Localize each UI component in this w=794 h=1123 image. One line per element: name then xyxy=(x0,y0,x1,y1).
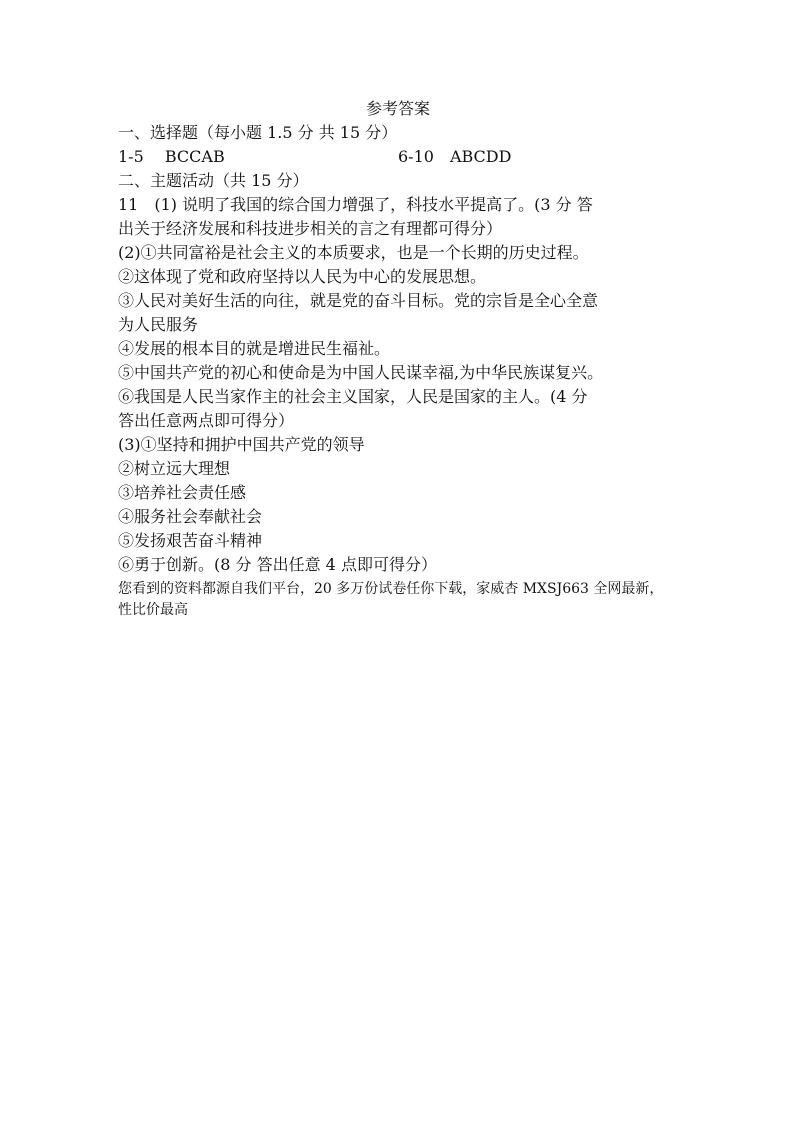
q11-part3-block xyxy=(118,433,698,577)
answer-line: ②这体现了党和政府坚持以人民为中心的发展思想。 xyxy=(118,267,487,286)
answer-line: ⑥勇于创新。(8 分 答出任意 4 点即可得分） xyxy=(118,555,437,574)
section-2-heading: 二、主题活动（共 15 分） xyxy=(118,171,309,190)
answer-line: 为人民服务 xyxy=(118,315,199,334)
answer-line: ⑤中国共产党的初心和使命是为中国人民谋幸福,为中华民族谋复兴。 xyxy=(118,363,604,382)
q11-part2-block xyxy=(118,241,698,433)
q11-part1-line2: 出关于经济发展和科技进步相关的言之有理都可得分） xyxy=(118,219,503,238)
footer-note: 您看到的资料都源自我们平台，20 多万份试卷任你下载，家威杏 MXSJ663 全网最新，性比价最高 xyxy=(118,581,664,618)
answer-line: ④服务社会奉献社会 xyxy=(118,507,263,526)
answer-line: ④发展的根本目的就是增进民生福祉。 xyxy=(118,339,391,358)
answer-line: 答出任意两点即可得分） xyxy=(118,411,295,430)
answer-line: ⑥我国是人民当家作主的社会主义国家，人民是国家的主人。(4 分 xyxy=(118,387,588,406)
answer-line: (2)①共同富裕是社会主义的本质要求，也是一个长期的历史过程。 xyxy=(118,243,589,262)
answer-line: ⑤发扬艰苦奋斗精神 xyxy=(118,531,263,550)
answer-line: (3)①坚持和拥护中国共产党的领导 xyxy=(118,435,365,454)
answer-key-content xyxy=(118,97,698,621)
multiple-choice-answers xyxy=(118,145,698,169)
q11-part1-line1: 11 (1) 说明了我国的综合国力增强了，科技水平提高了。(3 分 答 xyxy=(118,195,593,214)
answers-1-5: 1-5 BCCAB xyxy=(118,147,225,166)
answer-line: ③培养社会责任感 xyxy=(118,483,247,502)
section-1-heading: 一、选择题（每小题 1.5 分 共 15 分） xyxy=(118,123,398,142)
answers-6-10: 6-10 ABCDD xyxy=(398,147,512,166)
answer-line: ②树立远大理想 xyxy=(118,459,231,478)
answer-line: ③人民对美好生活的向往，就是党的奋斗目标。党的宗旨是全心全意 xyxy=(118,291,599,310)
page-title: 参考答案 xyxy=(365,99,430,118)
